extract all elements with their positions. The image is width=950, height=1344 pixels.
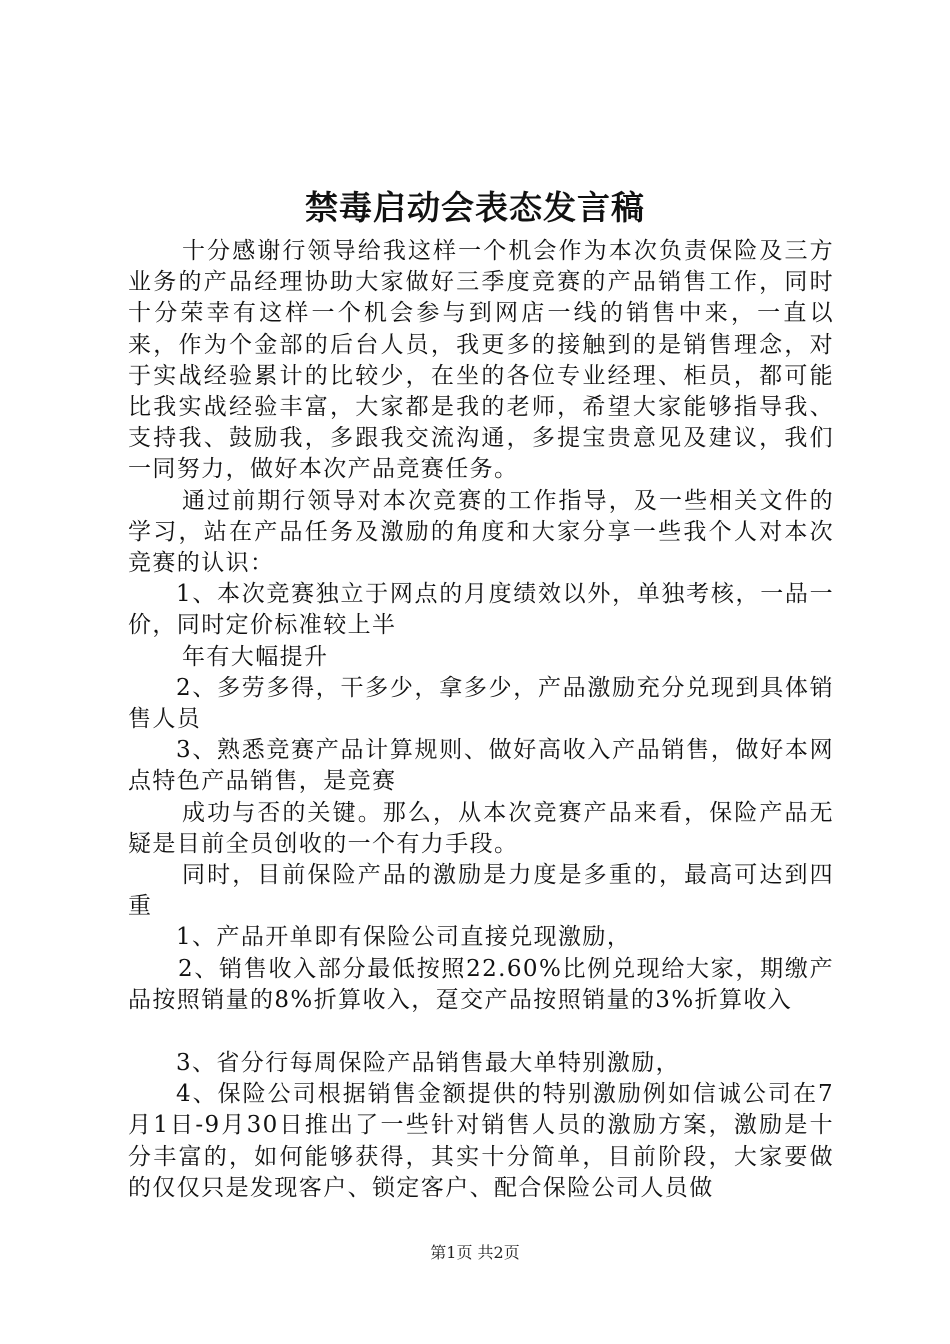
paragraph-context: 通过前期行领导对本次竞赛的工作指导，及一些相关文件的学习，站在产品任务及激励的角度和大家分享一些我个人对本次竞赛的认识： [128, 487, 834, 577]
blank-line [128, 1016, 834, 1048]
incentive-item-1: 1、产品开单即有保险公司直接兑现激励， [176, 924, 632, 951]
list-item-1-continuation: 年有大幅提升 [182, 643, 329, 670]
incentive-item-3: 3、省分行每周保险产品销售最大单特别激励， [176, 1050, 681, 1077]
document-title: 禁毒启动会表态发言稿 [305, 188, 645, 227]
paragraph-incentives: 同时，目前保险产品的激励是力度是多重的，最高可达到四重 [128, 862, 834, 920]
list-item-1: 1、本次竞赛独立于网点的月度绩效以外，单独考核，一品一价，同时定价标准较上半 [128, 581, 834, 639]
list-item-2: 2、多劳多得，干多少，拿多少，产品激励充分兑现到具体销售人员 [128, 674, 834, 733]
incentive-item-4: 4、保险公司根据销售金额提供的特别激励例如信诚公司在7月1日-9月30日推出了一些针对销售人员的激励方案，激励是十分丰富的，如何能够获得，其实十分简单，目前阶段，大家要做的仅仅只是发现客户、锁定客户、配合保险公司人员做 [128, 1081, 834, 1201]
document-body [128, 236, 834, 1204]
list-item-3-continuation: 成功与否的关键。那么，从本次竞赛产品来看，保险产品无疑是目前全员创收的一个有力手段。 [128, 799, 834, 857]
page-footer: 第1页 共2页 [430, 1243, 520, 1262]
incentive-item-2: 2、销售收入部分最低按照22.60%比例兑现给大家，期缴产品按照销量的8%折算收入，趸交产品按照销量的3%折算收入 [128, 955, 834, 1013]
list-item-3: 3、熟悉竞赛产品计算规则、做好高收入产品销售，做好本网点特色产品销售，是竞赛 [128, 737, 834, 795]
paragraph-intro: 十分感谢行领导给我这样一个机会作为本次负责保险及三方业务的产品经理协助大家做好三季度竞赛的产品销售工作，同时十分荣幸有这样一个机会参与到网店一线的销售中来，一直以来，作为个金部的后台人员，我更多的接触到的是销售理念，对于实战经验累计的比较少，在坐的各位专业经理、柜员，都可能比我实战经验丰富，大家都是我的老师，希望大家能够指导我、支持我、鼓励我，多跟我交流沟通，多提宝贵意见及建议，我们一同努力，做好本次产品竞赛任务。 [128, 238, 834, 483]
